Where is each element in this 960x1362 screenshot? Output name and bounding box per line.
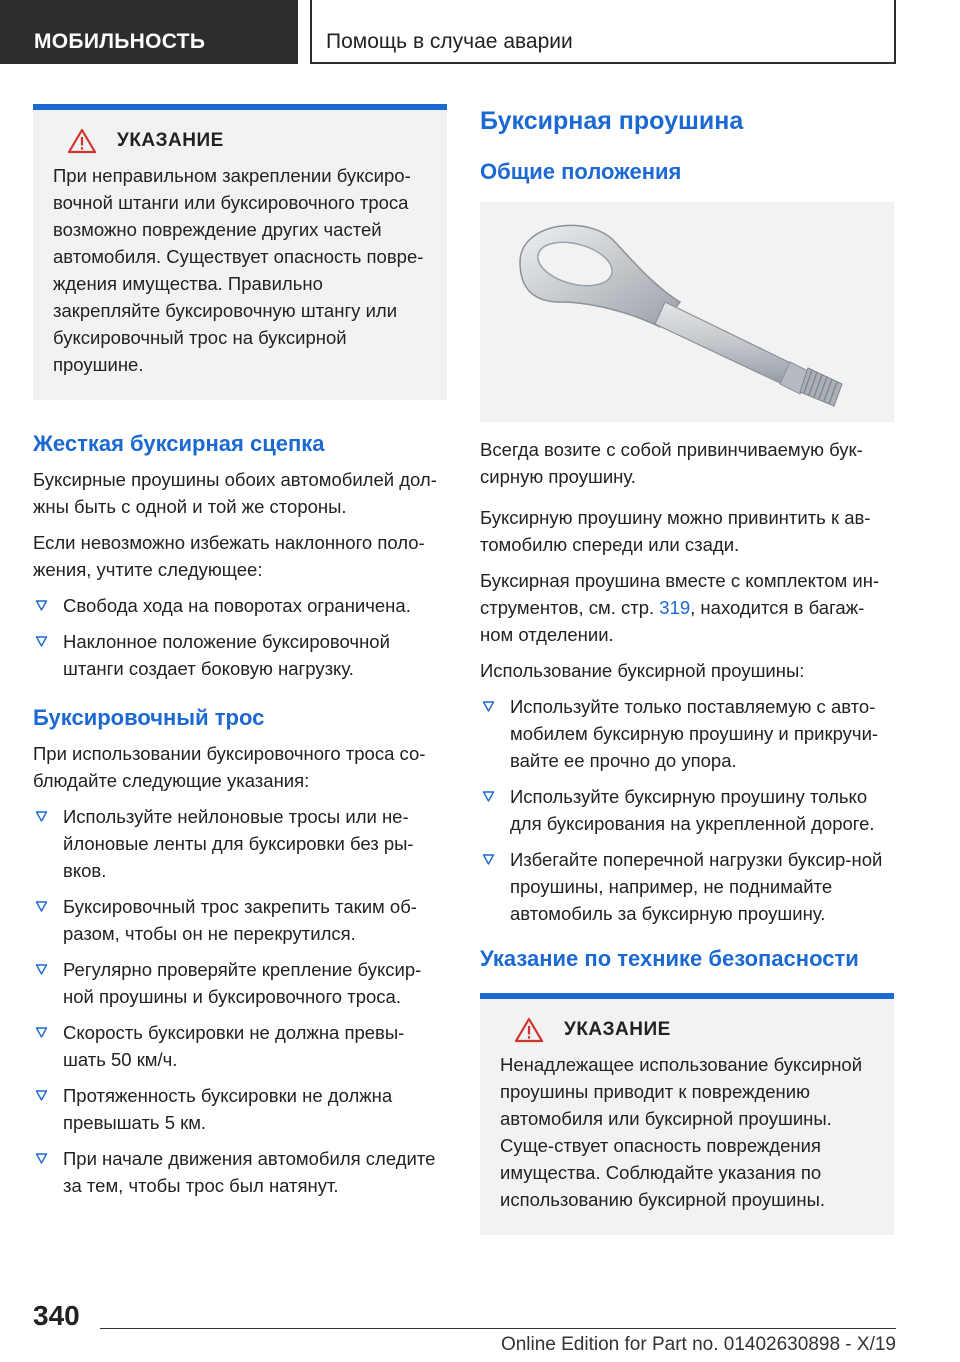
heading-rigid-coupling: Жесткая буксирная сцепка <box>33 431 325 456</box>
paragraph-rigid-2: Если невозможно избежать наклонного поло-жения, учтите следующее: <box>33 532 425 580</box>
warning-box-mounting <box>33 104 447 400</box>
warning-box-usage <box>480 993 894 1235</box>
list-item: Регулярно проверяйте крепление буксир-ной проушины и буксировочного троса. <box>33 956 447 1010</box>
list-item: Буксировочный трос закрепить таким об-разом, чтобы он не перекрутился. <box>33 893 447 947</box>
triangle-bullet-icon <box>35 963 48 976</box>
tow-eye-illustration <box>480 202 894 422</box>
triangle-bullet-icon <box>482 790 495 803</box>
list-item: Избегайте поперечной нагрузки буксир-ной проушины, например, не поднимайте автомобиль за буксирную проушину. <box>480 846 894 927</box>
list-item: Используйте нейлоновые тросы или не-йлоновые ленты для буксировки без ры-вков. <box>33 803 447 884</box>
list-item: Свобода хода на поворотах ограничена. <box>33 592 447 619</box>
warning-title: УКАЗАНИЕ <box>564 1019 671 1040</box>
warning-text: Ненадлежащее использование буксирной проушины приводит к повреждению автомобиля или буксирной проушины. Суще-ствует опасность повреждения имущества. Соблюдайте указания по использованию буксирной проушины. <box>500 1054 863 1210</box>
triangle-bullet-icon <box>35 1026 48 1039</box>
right-column <box>480 104 894 1235</box>
paragraph-rigid-1: Буксирные проушины обоих автомобилей дол-жны быть с одной и той же стороны. <box>33 469 437 517</box>
list-eye-usage <box>480 693 894 927</box>
list-item: При начале движения автомобиля следите за тем, чтобы трос был натянут. <box>33 1145 447 1199</box>
list-item: Протяженность буксировки не должна превышать 5 км. <box>33 1082 447 1136</box>
warning-triangle-icon <box>67 128 97 154</box>
paragraph-eye-4: Использование буксирной проушины: <box>480 660 805 681</box>
paragraph-eye-3: Буксирная проушина вместе с комплектом ин-струментов, см. стр. 319, находится в багаж-ном отделении. <box>480 570 880 645</box>
page-reference-link[interactable]: 319 <box>659 597 691 618</box>
header-chapter-tab <box>310 0 896 64</box>
heading-safety: Указание по технике безопасности <box>480 946 859 971</box>
heading-tow-rope: Буксировочный трос <box>33 705 265 730</box>
triangle-bullet-icon <box>482 853 495 866</box>
triangle-bullet-icon <box>482 700 495 713</box>
triangle-bullet-icon <box>35 1089 48 1102</box>
warning-title: УКАЗАНИЕ <box>117 130 224 151</box>
header-section-label: МОБИЛЬНОСТЬ <box>34 30 206 53</box>
triangle-bullet-icon <box>35 1152 48 1165</box>
warning-header <box>53 128 433 154</box>
paragraph-eye-1: Всегда возите с собой привинчиваемую бук-сирную проушину. <box>480 439 863 487</box>
list-item: Используйте буксирную проушину только для буксирования на укрепленной дороге. <box>480 783 894 837</box>
warning-header <box>500 1017 880 1043</box>
list-item: Наклонное положение буксировочной штанги создает боковую нагрузку. <box>33 628 447 682</box>
list-item: Используйте только поставляемую с авто-мобилем буксирную проушину и прикручи-вайте ее прочно до упора. <box>480 693 894 774</box>
warning-text: При неправильном закреплении буксиро-вочной штанги или буксировочного троса возможно повреждение других частей автомобиля. Существует опасность повре-ждения имущества. Правильно закрепляйте буксировочную штангу или буксировочный трос на буксирной проушине. <box>53 165 424 375</box>
footer-edition: Online Edition for Part no. 01402630898 - X/19 <box>500 1334 896 1355</box>
paragraph-eye-2: Буксирную проушину можно привинтить к ав-томобилю спереди или сзади. <box>480 507 871 555</box>
header-chapter-label: Помощь в случае аварии <box>326 30 573 53</box>
left-column <box>33 104 447 1208</box>
heading-tow-eye: Буксирная проушина <box>480 107 744 135</box>
paragraph-rope-1: При использовании буксировочного троса со-блюдайте следующие указания: <box>33 743 426 791</box>
header-section-tab <box>0 0 298 64</box>
list-rope <box>33 803 447 1199</box>
heading-general: Общие положения <box>480 159 682 184</box>
tow-eye-image <box>480 202 894 422</box>
triangle-bullet-icon <box>35 900 48 913</box>
list-item: Скорость буксировки не должна превы-шать 50 км/ч. <box>33 1019 447 1073</box>
triangle-bullet-icon <box>35 635 48 648</box>
list-rigid <box>33 592 447 682</box>
footer-divider <box>100 1328 896 1329</box>
warning-triangle-icon <box>514 1017 544 1043</box>
triangle-bullet-icon <box>35 810 48 823</box>
triangle-bullet-icon <box>35 599 48 612</box>
page-number: 340 <box>33 1300 80 1331</box>
